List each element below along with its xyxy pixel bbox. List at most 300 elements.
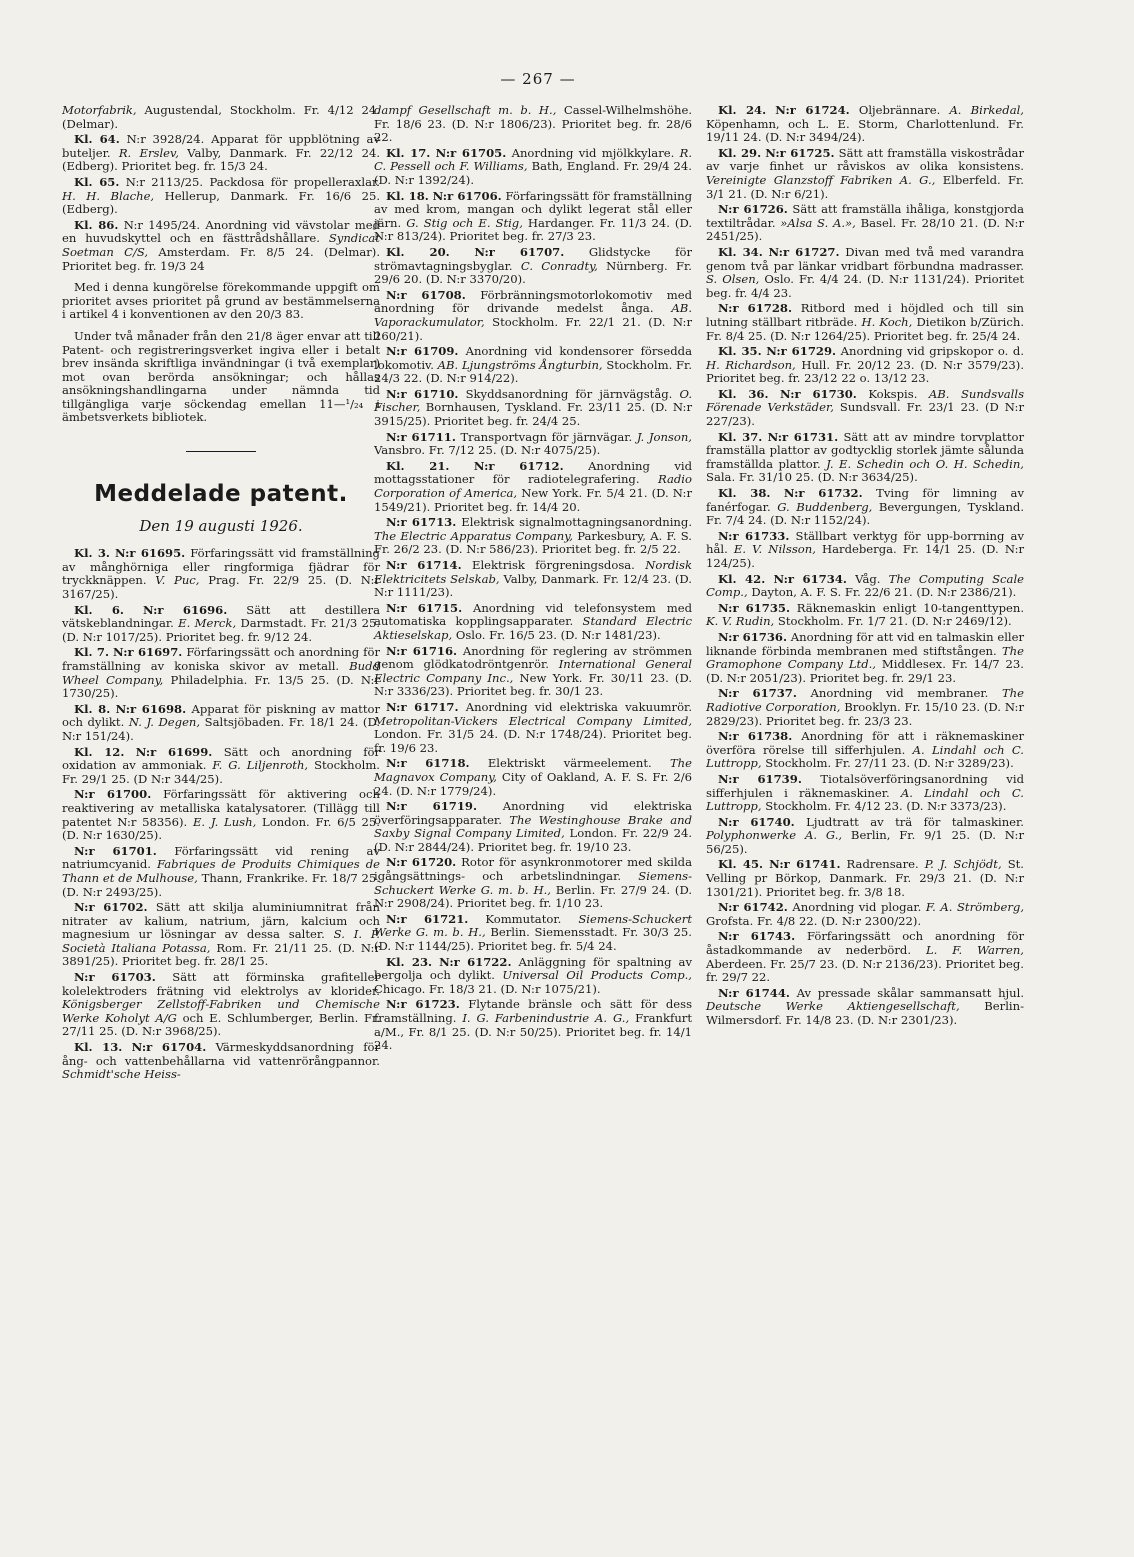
priority-notice: Med i denna kungörelse förekommande uppgift om prioritet avses prioritet på grund av bestämmelserna i artikel 4 i konventionen av den 20/3 83.	[62, 280, 380, 322]
patent-description: Anordning vid plogar.	[792, 900, 922, 915]
patent-number: N:r 61735.	[718, 600, 790, 615]
objection-notice: Under två månader från den 21/8 äger envar att till Patent- och registreringsverket ingiva eller i betalt brev insända skriftliga invändningar (i två exemplar) mot ovan berörda ansökningar; och hållas ansökningshandlingarna under nämnda tid tillgängliga varje söckendag emellan 11—¹/₂₄ i ämbetsverkets bibliotek.	[62, 328, 380, 425]
patent-number: N:r 61730.	[780, 386, 857, 401]
applicant: C. Conradty,	[520, 258, 598, 273]
patent-description: Kommutator.	[485, 911, 562, 926]
patent-entry	[706, 203, 1024, 244]
class-label: Kl. 13.	[74, 1040, 123, 1055]
patent-description: Förfaringssätt och anordning för åstadkommande av nederbörd.	[706, 929, 1024, 958]
patent-entry	[706, 104, 1024, 145]
patent-details: Basel. Fr. 28/10 21. (D. N:r 2451/25).	[706, 215, 1024, 244]
patent-details: Middlesex. Fr. 14/7 23. (D. N:r 2051/23). Prioritet beg. fr. 29/1 23.	[706, 657, 1024, 685]
patent-entry	[374, 345, 692, 386]
applicant: Polyphonwerke A. G.,	[706, 828, 843, 843]
patent-details: Stockholm. Fr. 24/3 22. (D. N:r 914/22).	[374, 357, 693, 386]
patent-details: Prag. Fr. 22/9 25. (D. N:r 3167/25).	[62, 573, 380, 602]
applicant: A. Lindahl och C. Luttropp,	[706, 785, 1024, 814]
patent-entry	[374, 559, 692, 600]
class-label: Kl. 29.	[718, 145, 762, 160]
patent-description: Anordning vid mottagsstationer för radiotelegrafering.	[374, 458, 693, 487]
applicant: Schmidt'sche Heiss-	[62, 1067, 181, 1082]
patent-entry	[62, 746, 380, 787]
patent-description: Elektriskt värmeelement.	[487, 756, 652, 771]
patent-details: Stockholm. Fr. 22/1 21. (D. N:r 260/21).	[374, 314, 692, 343]
applicant: K. V. Rudin,	[706, 614, 775, 629]
patent-details: Hardanger. Fr. 11/3 24. (D. N:r 813/24). Prioritet beg. fr. 27/3 23.	[374, 215, 693, 244]
patent-details: Rom. Fr. 21/11 25. (D. N:r 3891/25). Prioritet beg. fr. 28/1 25.	[62, 940, 380, 969]
applicant: G. Buddenberg,	[777, 499, 873, 514]
patent-entry	[706, 773, 1024, 814]
patent-entry	[62, 703, 380, 744]
patent-details: Bevergungen, Tyskland. Fr. 7/4 24. (D. N:r 1152/24).	[706, 499, 1025, 528]
patent-description: Anordning vid elektriska överföringsapparater.	[374, 799, 692, 827]
patent-entry	[374, 147, 692, 188]
patent-description: Förfaringssätt för aktivering och reaktivering av metalliska katalysatorer. (Tillägg till patentet N:r 58356).	[62, 787, 380, 829]
patent-details: Oslo. Fr. 4/4 24. (D. N:r 1131/24). Prioritet beg. fr. 4/4 23.	[706, 272, 1025, 300]
patent-number: N:r 61708.	[386, 287, 466, 302]
patent-description: Våg.	[855, 571, 881, 586]
applicant: F. G. Liljenroth,	[212, 758, 309, 773]
patent-details: Thann, Frankrike. Fr. 18/7 25. (D. N:r 2493/25).	[62, 870, 380, 899]
patent-entry	[706, 730, 1024, 771]
patent-number: N:r 61725.	[765, 145, 835, 160]
patent-entry	[62, 176, 380, 217]
applicant: S. I. P. Società Italiana Potassa,	[62, 927, 380, 955]
patent-number: N:r 61723.	[386, 997, 460, 1012]
patent-description: Ljudtratt av trä för talmaskiner.	[806, 814, 1024, 829]
patent-number: N:r 61731.	[767, 429, 839, 444]
patent-details: Valby, Danmark. Fr. 22/12 24. (Edberg). Prioritet beg. fr. 15/3 24.	[62, 145, 381, 174]
patent-details: Augustendal, Stockholm. Fr. 4/12 24. (Delmar).	[62, 103, 380, 131]
class-label: Kl. 42.	[718, 571, 766, 586]
patent-entry	[62, 547, 380, 601]
patent-entry	[374, 701, 692, 755]
patent-description: Ställbart verktyg för upp-borrning av hål.	[706, 528, 1025, 557]
applicant: The Gramophone Company Ltd.,	[706, 643, 1024, 672]
patent-description: Tiotalsöverföringsanordning vid sifferhjulen i räknemaskiner.	[706, 771, 1024, 800]
class-label: Kl. 17.	[386, 145, 431, 160]
patent-entry	[62, 133, 380, 174]
patent-details: Hardeberga. Fr. 14/1 25. (D. N:r 124/25).	[706, 542, 1025, 570]
class-label: Kl. 86.	[74, 217, 119, 232]
patent-details: London. Fr. 6/5 25. (D. N:r 1630/25).	[62, 814, 380, 843]
applicant: H. H. Blache,	[62, 188, 155, 203]
patent-description: Radrensare.	[846, 857, 919, 872]
patent-details: Elberfeld. Fr. 3/1 21. (D. N:r 6/21).	[706, 172, 1024, 201]
patent-description: Värmeskyddsanordning för ång- och vattenbehållarna vid vattenrörångpannor.	[62, 1040, 381, 1068]
patent-number: N:r 61700.	[74, 787, 152, 802]
applicant: Metropolitan-Vickers Electrical Company Limited,	[374, 713, 692, 728]
patent-number: N:r 61738.	[718, 729, 793, 744]
patent-number: N:r 61705.	[435, 145, 507, 160]
patent-details: Vansbro. Fr. 7/12 25. (D. N:r 4075/25).	[374, 443, 601, 458]
applicant: AB. Ljungströms Ångturbin,	[437, 357, 603, 372]
patent-details: Hull. Fr. 20/12 23. (D. N:r 3579/23). Prioritet beg. fr. 23/12 22 o. 13/12 23.	[706, 357, 1025, 386]
class-label: Kl. 7.	[74, 645, 109, 660]
column-middle	[374, 104, 692, 1055]
patent-details: Frankfurt a/M., Fr. 8/1 25. (D. N:r 50/25). Prioritet beg. fr. 14/1 24.	[374, 1011, 693, 1053]
earlier-applications	[62, 104, 380, 273]
patent-description: N:r 3928/24. Apparat för uppblötning av buteljer.	[62, 132, 380, 160]
patent-details: Berlin. Fr. 27/9 24. (D. N:r 2908/24). Prioritet beg. fr. 1/10 23.	[374, 882, 693, 911]
applicant: »Alsa S. A.»,	[780, 215, 856, 230]
patent-details: Stockholm. Fr. 1/7 21. (D. N:r 2469/12).	[777, 614, 1012, 629]
class-label: Kl. 35.	[718, 344, 762, 359]
patent-entry	[374, 998, 692, 1052]
patent-entry	[374, 956, 692, 997]
applicant: N. J. Degen,	[128, 715, 201, 730]
patent-number: N:r 61722.	[439, 954, 512, 969]
class-label: Kl. 23.	[386, 954, 433, 969]
class-label: Kl. 21.	[386, 458, 450, 473]
patent-description: Räknemaskin enligt 10-tangenttypen.	[796, 600, 1024, 615]
patent-description: Anordning vid kondensorer försedda lokomotiv.	[374, 344, 692, 372]
patent-number: N:r 61733.	[718, 528, 790, 543]
patent-entry	[706, 573, 1024, 600]
patent-description: Skyddsanordning för järnvägståg.	[465, 386, 673, 401]
patent-description: N:r 1495/24. Anordning vid vävstolar med en huvudskyttel och en fästtrådshållare.	[62, 217, 380, 246]
applicant: Siemens-Schuckert Werke G. m. b. H.,	[374, 911, 692, 940]
patent-description: Ritbord med i höjdled och till sin lutning ställbart ritbräde.	[706, 301, 1025, 329]
patent-entry	[706, 858, 1024, 899]
patent-number: N:r 61699.	[135, 744, 213, 759]
patent-number: N:r 61697.	[113, 645, 183, 660]
patent-number: N:r 61717.	[386, 699, 459, 714]
patent-description: Elektrisk signalmottagningsanordning.	[461, 515, 693, 530]
patent-number: N:r 61742.	[718, 900, 788, 915]
patent-description: Förfaringssätt vid framställning av månghörniga eller ringformiga fjädrar för tryckknäppen.	[62, 546, 380, 588]
patent-number: N:r 61703.	[74, 970, 156, 985]
patent-details: Valby, Danmark. Fr. 12/4 23. (D. N:r 1111/23).	[374, 571, 692, 600]
patent-details: Berlin. Siemensstadt. Fr. 30/3 25. (D. N:r 1144/25). Prioritet beg. fr. 5/4 24.	[374, 925, 692, 954]
patent-entry	[374, 913, 692, 954]
patent-number: N:r 61704.	[131, 1040, 207, 1055]
patent-number: N:r 61706.	[432, 188, 502, 203]
patent-entry	[62, 788, 380, 842]
class-label: Kl. 12.	[74, 744, 125, 759]
applicant: Siemens-Schuckert Werke G. m. b. H.,	[374, 869, 692, 897]
patent-details: Bath, England. Fr. 29/4 24. (D. N:r 1392/24).	[374, 159, 692, 187]
patent-entry	[706, 687, 1024, 728]
patent-number: N:r 61740.	[718, 814, 795, 829]
patent-number: N:r 61727.	[768, 244, 840, 259]
patent-description: Av pressade skålar sammansatt hjul.	[796, 985, 1025, 1000]
patent-number: N:r 61737.	[718, 686, 797, 701]
patent-description: Kokspis.	[868, 386, 918, 401]
patent-description: Sätt att framställa viskostrådar av varje finhet ur råviskos av olika konsistens.	[706, 145, 1025, 174]
applicant: dampf Gesellschaft m. b. H.,	[374, 103, 557, 117]
patent-entry	[706, 345, 1024, 386]
patent-details: Stockholm. Fr. 29/1 25. (D N:r 344/25).	[62, 758, 380, 786]
patent-entry	[706, 816, 1024, 857]
patent-entry	[706, 431, 1024, 485]
patent-description: Anläggning för spaltning av bergolja och dylikt.	[374, 954, 693, 983]
patent-entry	[374, 800, 692, 854]
patent-details: Bornhausen, Tyskland. Fr. 23/11 25. (D. N:r 3915/25). Prioritet beg. fr. 24/4 25.	[374, 400, 692, 429]
class-label: Kl. 34.	[718, 244, 763, 259]
patent-list-left	[62, 547, 380, 1082]
class-label: Kl. 20.	[386, 244, 450, 259]
applicant: Standard Electric Aktieselskap,	[374, 614, 693, 642]
applicant: E. V. Nilsson,	[733, 542, 816, 557]
patent-entry	[62, 1041, 380, 1082]
patent-description: Divan med två med varandra genom två par länkar vridbart förbundna madrasser.	[706, 244, 1025, 273]
patent-entry	[374, 289, 692, 343]
patent-details: Darmstadt. Fr. 21/3 25. (D. N:r 1017/25). Prioritet beg. fr. 9/12 24.	[62, 616, 381, 644]
patent-description: Tving för limning av fanérfogar.	[706, 486, 1025, 514]
applicant: Nordisk Elektricitets Selskab,	[374, 558, 692, 586]
patent-number: N:r 61709.	[386, 344, 459, 359]
section-divider	[186, 451, 256, 452]
patent-entry	[706, 147, 1024, 201]
patent-details: Chicago. Fr. 18/3 21. (D. N:r 1075/21).	[374, 981, 601, 996]
patent-number: N:r 61728.	[718, 301, 793, 316]
patent-description: Oljebrännare.	[858, 103, 941, 117]
patent-entry	[706, 930, 1024, 984]
patent-description: Flytande bränsle och sätt för dess framställning.	[374, 997, 693, 1025]
applicant: A. Lindahl och C. Luttropp,	[706, 742, 1024, 771]
patent-number: N:r 61743.	[718, 929, 796, 944]
patent-number: N:r 61695.	[114, 546, 186, 561]
patent-details: St. Velling pr Börkop, Danmark. Fr. 29/3 21. (D. N:r 1301/21). Prioritet beg. fr. 3/8 18.	[706, 857, 1024, 899]
patent-description: Anordning vid mjölkkylare.	[511, 145, 675, 160]
patent-entry	[706, 388, 1024, 429]
patent-number: N:r 61739.	[718, 771, 802, 786]
patent-number: N:r 61714.	[386, 558, 462, 572]
patent-number: N:r 61736.	[718, 629, 788, 644]
patent-entry	[374, 602, 692, 643]
patent-description: Sätt att förminska grafiteller kolelektroders frätning vid elektrolys av klorider.	[62, 970, 381, 998]
patent-entry	[706, 246, 1024, 300]
patent-description: Förfaringssätt och anordning för framställning av koniska skivor av metall.	[62, 645, 381, 673]
applicant: Universal Oil Products Comp.,	[502, 968, 692, 983]
applicant: F. A. Strömberg,	[925, 900, 1025, 915]
patent-description: Anordning för att vid en talmaskin eller liknande förbinda membranen med stiftstången.	[706, 629, 1025, 658]
patent-number: N:r 61741.	[769, 857, 841, 872]
applicant: International General Electric Company Inc.,	[374, 657, 692, 685]
applicant: E. J. Lush,	[192, 814, 257, 829]
applicant: AB. Sundsvalls Förenade Verkstäder,	[706, 386, 1025, 415]
patent-details: Cassel-Wilhelmshöhe. Fr. 18/6 23. (D. N:r 1806/23). Prioritet beg. fr. 28/6 22.	[374, 103, 693, 145]
applicant: Vereinigte Glanzstoff Fabriken A. G.,	[706, 172, 936, 187]
applicant: Deutsche Werke Aktiengesellschaft,	[706, 999, 960, 1014]
patent-description: Apparat för piskning av mattor och dylikt.	[62, 701, 381, 730]
patent-number: N:r 61698.	[115, 701, 187, 716]
applicant: Syndicat Soetman C/S,	[62, 231, 380, 259]
patent-description: Förfaringssätt för framställning av med krom, mangan och dylikt legerat stål eller järn.	[374, 188, 693, 230]
applicant: AB. Vaporackumulator,	[374, 301, 692, 329]
patent-details: Berlin, Fr. 9/1 25. (D. N:r 56/25).	[706, 828, 1024, 856]
patent-details: Hellerup, Danmark. Fr. 16/6 25. (Edberg).	[62, 188, 381, 217]
patent-entry	[374, 190, 692, 244]
patent-details: Parkesbury, A. F. S. Fr. 26/2 23. (D. N:r 586/23). Prioritet beg. fr. 2/5 22.	[374, 528, 692, 557]
patent-details: Nürnberg. Fr. 29/6 20. (D. N:r 3370/20).	[374, 258, 692, 287]
applicant: R. C. Pessell och F. Williams,	[374, 145, 693, 174]
applicant: Radio Corporation of America,	[374, 472, 692, 501]
patent-number: N:r 61713.	[386, 515, 457, 530]
patent-number: N:r 61710.	[386, 386, 459, 401]
applicant: S. Olsen,	[706, 272, 760, 287]
patent-number: N:r 61702.	[74, 900, 148, 915]
patent-entry	[706, 901, 1024, 928]
patent-description: Anordning för reglering av strömmen genom glödkatodröntgenrör.	[374, 643, 693, 672]
applicant: O. Fischer,	[374, 386, 693, 415]
patent-description: Sätt att framställa ihåliga, konstgjorda textiltrådar.	[706, 202, 1025, 230]
patent-entry	[706, 602, 1024, 629]
patent-list-middle	[374, 104, 692, 1053]
patent-details: Dayton, A. F. S. Fr. 22/6 21. (D. N:r 2386/21).	[751, 585, 1017, 600]
patent-entry	[374, 757, 692, 798]
patent-entry	[62, 219, 380, 273]
patent-details: Sala. Fr. 31/10 25. (D. N:r 3634/25).	[706, 470, 918, 485]
class-label: Kl. 6.	[74, 602, 124, 617]
patent-description: N:r 2113/25. Packdosa för propelleraxlar.	[125, 174, 380, 189]
class-label: Kl. 3.	[74, 546, 110, 561]
applicant: Königsberger Zellstoff-Fabriken und Chemische Werke Koholyt A/G	[62, 997, 380, 1025]
applicant: H. Richardson,	[706, 357, 796, 372]
patent-details: Amsterdam. Fr. 8/5 24. (Delmar). Prioritet beg. fr. 19/3 24	[62, 244, 380, 273]
patent-description: Anordning vid membraner.	[810, 686, 989, 701]
patent-description: Anordning vid elektriska vakuumrör.	[465, 699, 692, 714]
applicant: R. Erslev,	[118, 145, 179, 160]
patent-description: Sätt att skilja aluminiumnitrat från nitrater av kalium, natrium, järn, kalcium och magnesium ur lösningar av dessa salter.	[62, 900, 381, 942]
patent-entry	[374, 431, 692, 458]
patent-details: och E. Schlumberger, Berlin. Fr. 27/11 25. (D. N:r 3968/25).	[62, 1010, 381, 1039]
class-label: Kl. 65.	[74, 174, 120, 189]
patent-number: N:r 61711.	[386, 429, 456, 444]
class-label: Kl. 24.	[718, 103, 767, 117]
patent-details: Oslo. Fr. 16/5 23. (D. N:r 1481/23).	[455, 627, 661, 642]
column-right	[706, 104, 1024, 1030]
patent-details: London. Fr. 31/5 24. (D. N:r 1748/24). Prioritet beg. fr. 19/6 23.	[374, 727, 692, 755]
patent-number: N:r 61726.	[718, 202, 788, 217]
patent-details: Berlin-Wilmersdorf. Fr. 14/8 23. (D. N:r 2301/23).	[706, 999, 1025, 1027]
class-label: Kl. 45.	[718, 857, 764, 872]
applicant: J. E. Schedin och O. H. Schedin,	[826, 456, 1024, 471]
patent-number: N:r 61732.	[783, 486, 863, 501]
patent-number: N:r 61721.	[386, 911, 469, 926]
patent-description: Sätt att av mindre torvplattor framställa plattor av godtycklig storlek jämte sålunda framställda plattor.	[706, 429, 1025, 471]
patent-description: Sätt och anordning för oxidation av ammoniak.	[62, 744, 381, 773]
patent-details: Stockholm. Fr. 4/12 23. (D. N:r 3373/23).	[765, 799, 1007, 814]
class-label: Kl. 18.	[386, 188, 429, 203]
patent-number: N:r 61718.	[386, 756, 470, 771]
patent-description: Anordning vid gripskopor o. d.	[840, 344, 1025, 359]
patent-entry	[374, 104, 692, 145]
patent-details: Aberdeen. Fr. 25/7 23. (D. N:r 2136/23). Prioritet beg. fr. 29/7 22.	[706, 956, 1024, 985]
section-heading: Meddelade patent.	[94, 481, 348, 508]
applicant: P. J. Schjödt,	[924, 857, 1002, 872]
applicant: The Electric Apparatus Company,	[374, 528, 573, 543]
applicant: Budd Wheel Company,	[62, 659, 380, 687]
patent-details: Dietikon b/Zürich. Fr. 8/4 25. (D. N:r 1264/25). Prioritet beg. fr. 25/4 24.	[706, 314, 1025, 343]
patent-details: City of Oakland, A. F. S. Fr. 2/6 24. (D. N:r 1779/24).	[374, 769, 693, 798]
applicant: G. Stig och E. Stig,	[406, 215, 523, 230]
patent-entry	[374, 460, 692, 514]
class-label: Kl. 37.	[718, 429, 763, 444]
patent-details: New York. Fr. 30/11 23. (D. N:r 3336/23). Prioritet beg. fr. 30/1 23.	[374, 670, 693, 699]
applicant: Motorfabrik,	[62, 103, 137, 117]
patent-number: N:r 61701.	[74, 843, 157, 858]
patent-details: New York. Fr. 5/4 21. (D. N:r 1549/21). Prioritet beg. fr. 14/4 20.	[374, 486, 692, 514]
column-left	[62, 104, 380, 1084]
class-label: Kl. 38.	[718, 486, 771, 501]
patent-entry	[706, 631, 1024, 685]
patent-number: N:r 61744.	[718, 985, 790, 1000]
patent-entry	[62, 104, 380, 131]
applicant: The Radiotive Corporation,	[706, 686, 1025, 714]
patent-entry	[62, 646, 380, 700]
class-label: Kl. 36.	[718, 386, 769, 401]
patent-entry	[706, 487, 1024, 528]
patent-list-right	[706, 104, 1024, 1028]
applicant: The Magnavox Company,	[374, 756, 693, 784]
patent-entry	[62, 971, 380, 1039]
patent-number: N:r 61719.	[386, 799, 478, 814]
patent-details: Saltsjöbaden. Fr. 18/1 24. (D. N:r 151/24).	[62, 715, 381, 743]
patent-entry	[62, 604, 380, 645]
applicant: H. Koch,	[861, 314, 913, 329]
patent-description: Rotor för asynkronmotorer med skilda igångsättnings- och arbetslindningar.	[374, 855, 693, 884]
patent-entry	[374, 388, 692, 429]
applicant: L. F. Warren,	[925, 943, 1024, 958]
patent-details: Brooklyn. Fr. 15/10 23. (D. N:r 2829/23). Prioritet beg. fr. 23/3 23.	[706, 699, 1024, 728]
patent-entry	[706, 987, 1024, 1028]
patent-details: London. Fr. 22/9 24. (D. N:r 2844/24). Prioritet beg. fr. 19/10 23.	[374, 826, 693, 854]
patent-entry	[706, 302, 1024, 343]
patent-entry	[374, 856, 692, 910]
patent-description: Transportvagn för järnvägar.	[460, 429, 633, 444]
applicant: A. Birkedal,	[949, 103, 1024, 117]
patent-number: N:r 61720.	[386, 855, 457, 870]
patent-number: N:r 61696.	[142, 602, 228, 617]
patent-number: N:r 61712.	[473, 458, 564, 473]
patent-details: Philadelphia. Fr. 13/5 25. (D. N:r 1730/25).	[62, 672, 381, 701]
patent-entry	[374, 516, 692, 557]
patent-entry	[374, 246, 692, 287]
applicant: I. G. Farbenindustrie A. G.,	[462, 1011, 630, 1025]
patent-number: N:r 61707.	[474, 244, 565, 259]
patent-description: Anordning vid telefonsystem med automatiska kopplingsapparater.	[374, 600, 693, 629]
patent-description: Förbränningsmotorlokomotiv med anordning för drivande medelst ånga.	[374, 287, 692, 316]
patent-entry	[62, 901, 380, 969]
patent-description: Anordning för att i räknemaskiner överföra rörelse till sifferhjulen.	[706, 729, 1025, 757]
patent-number: N:r 61715.	[386, 600, 463, 615]
patent-number: N:r 61729.	[766, 344, 837, 359]
patent-details: Grofsta. Fr. 4/8 22. (D. N:r 2300/22).	[706, 913, 922, 928]
patent-description: Elektrisk förgreningsdosa.	[471, 558, 635, 572]
patent-entry	[374, 645, 692, 699]
class-label: Kl. 8.	[74, 701, 111, 716]
applicant: The Westinghouse Brake and Saxby Signal Company Limited,	[374, 812, 692, 841]
applicant: V. Puc,	[155, 573, 200, 588]
patent-description: Glidstycke för strömavtagningsbyglar.	[374, 244, 692, 273]
patent-details: Köpenhamn, och L. E. Storm, Charlottenlund. Fr. 19/11 24. (D. N:r 3494/24).	[706, 116, 1024, 145]
patent-entry	[62, 845, 380, 899]
patent-details: Sundsvall. Fr. 23/1 23. (D N:r 227/23).	[706, 400, 1024, 429]
patent-number: N:r 61724.	[775, 103, 850, 117]
page-number: — 267 —	[500, 70, 576, 88]
class-label: Kl. 64.	[74, 132, 120, 147]
patent-details: Stockholm. Fr. 27/11 23. (D. N:r 3289/23).	[765, 756, 1014, 771]
patent-description: Sätt att destillera vätskeblandningar.	[62, 602, 380, 631]
applicant: J. Jonson,	[636, 429, 692, 444]
patent-number: N:r 61716.	[386, 643, 458, 658]
applicant: Fabriques de Produits Chimiques de Thann et de Mulhouse,	[62, 857, 380, 885]
patent-entry	[706, 530, 1024, 571]
section-date: Den 19 augusti 1926.	[139, 516, 303, 535]
patent-number: N:r 61734.	[773, 571, 847, 586]
